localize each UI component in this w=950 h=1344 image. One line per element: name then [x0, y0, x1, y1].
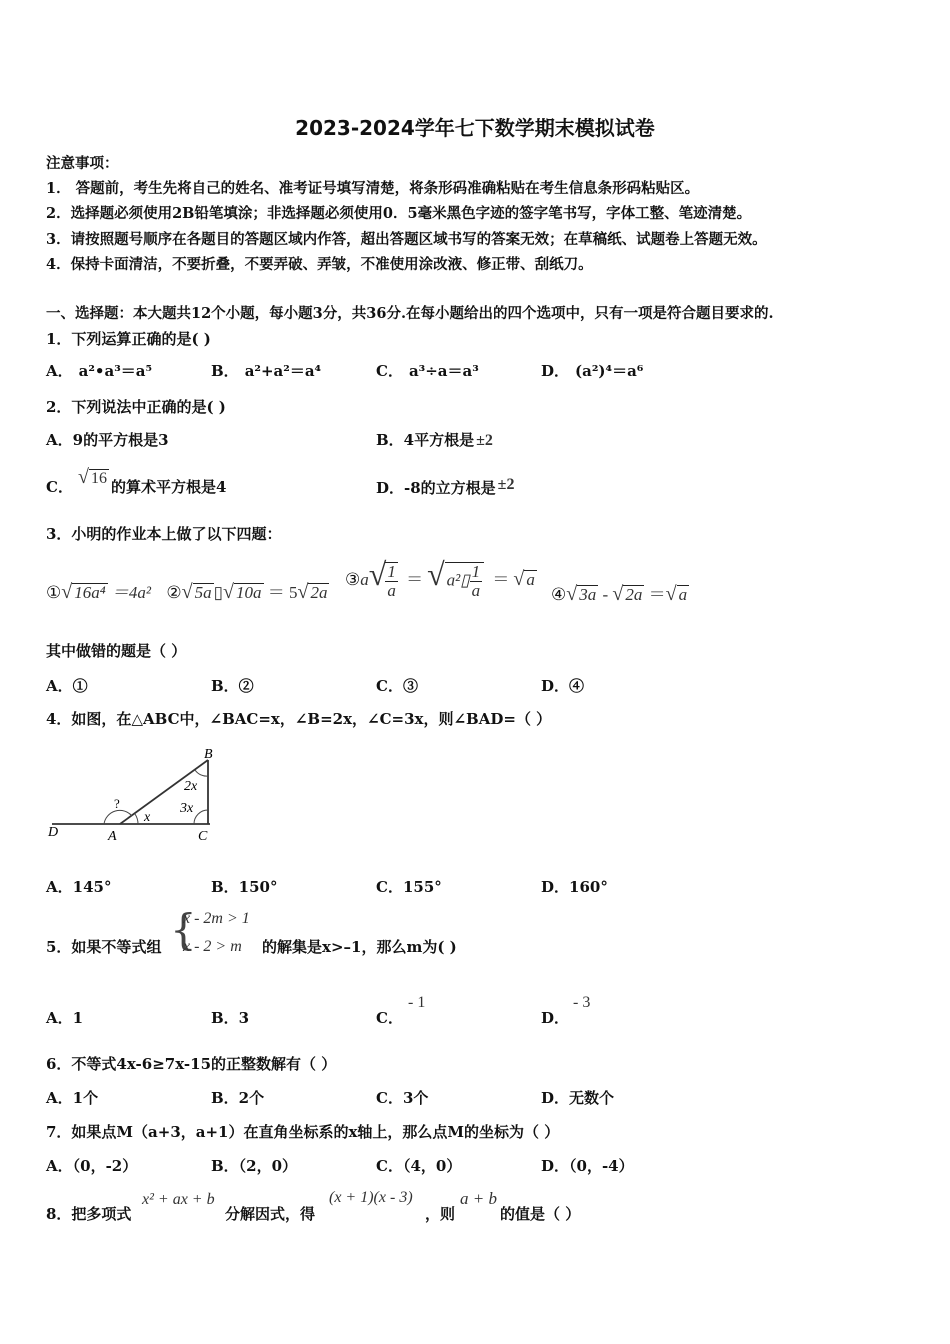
- q8-a-plus-b: a + b: [460, 1189, 497, 1208]
- q5-option-c: C．: [376, 1009, 403, 1027]
- label-a: A: [108, 829, 117, 844]
- q1-option-a: A． a²•a³＝a⁵: [46, 362, 153, 380]
- q4-triangle-figure: [40, 746, 230, 846]
- q3-expression-4: ④√ 3a - √ 2a ＝√ a: [551, 583, 688, 605]
- q4-stem: 4．如图，在△ABC中，∠BAC=x，∠B=2x，∠C=3x，则∠BAD=（ ）: [46, 710, 552, 728]
- q2-option-b: B．4平方根是 ±2: [376, 431, 493, 449]
- notice-item: 2．选择题必须使用2B铅笔填涂；非选择题必须使用0．5毫米黑色字迹的签字笔书写，字体工整、笔迹清楚。: [46, 205, 752, 222]
- label-x: x: [144, 810, 151, 825]
- q3-option-a: A．①: [46, 677, 88, 695]
- label-d: D: [48, 825, 59, 840]
- q8-stem-pre: 8．把多项式: [46, 1205, 132, 1223]
- angle-arc-c: [194, 810, 208, 824]
- q4-option-c: C．155°: [376, 878, 442, 896]
- q3-option-c: C．③: [376, 677, 418, 695]
- q7-option-a: A．（0，-2）: [46, 1157, 138, 1175]
- q8-factorization: (x + 1)(x - 3): [329, 1189, 413, 1206]
- q6-option-b: B．2个: [211, 1089, 265, 1107]
- q4-option-d: D．160°: [541, 878, 608, 896]
- notice-heading: 注意事项：: [46, 155, 119, 172]
- page-title: 2023-2024学年七下数学期末模拟试卷: [295, 116, 655, 140]
- q6-stem: 6．不等式4x-6≥7x-15的正整数解有（ ）: [46, 1055, 337, 1073]
- label-c: C: [198, 829, 208, 844]
- q7-stem: 7．如果点M（a+3，a+1）在直角坐标系的x轴上，那么点M的坐标为（ ）: [46, 1123, 560, 1141]
- angle-arc-a: [135, 814, 138, 824]
- label-2x: 2x: [184, 779, 198, 794]
- q6-option-d: D．无数个: [541, 1089, 615, 1107]
- q5-option-d-value: - 3: [573, 994, 591, 1011]
- q2-option-d: D．-8的立方根是 ±2: [376, 476, 515, 497]
- q4-option-a: A．145°: [46, 878, 112, 896]
- q2-stem: 2．下列说法中正确的是( ): [46, 398, 226, 416]
- q8-stem-post: 的值是（ ）: [500, 1205, 581, 1223]
- label-b: B: [204, 747, 213, 762]
- q2-option-a: A．9的平方根是3: [46, 431, 169, 449]
- q3-expressions: ①√ 16a⁴ ＝4a² ②√ 5a ▯√ 10a ＝ 5√ 2a: [46, 581, 328, 603]
- q5-option-c-value: - 1: [408, 994, 426, 1011]
- q2-option-c-text: 的算术平方根是4: [111, 478, 227, 496]
- q7-option-d: D．（0，-4）: [541, 1157, 634, 1175]
- q8-stem-mid: 分解因式，得: [225, 1205, 316, 1223]
- q3-stem: 3．小明的作业本上做了以下四题：: [46, 525, 282, 543]
- angle-arc-bad: [104, 810, 132, 824]
- q5-brace: {: [170, 905, 197, 954]
- q2-option-c: C．: [46, 478, 73, 496]
- notice-item: 3．请按照题号顺序在各题目的答题区域内作答，超出答题区域书写的答案无效；在草稿纸、试题卷上答题无效。: [46, 231, 767, 248]
- q3-option-b: B．②: [211, 677, 254, 695]
- label-3x: 3x: [180, 801, 194, 816]
- q5-option-a: A．1: [46, 1009, 84, 1027]
- q5-option-d: D．: [541, 1009, 570, 1027]
- notice-item: 4．保持卡面清洁，不要折叠，不要弄破、弄皱，不准使用涂改液、修正带、刮纸刀。: [46, 256, 593, 273]
- q5-inequality-2: x - 2 > m: [183, 938, 242, 955]
- q5-option-b: B．3: [211, 1009, 250, 1027]
- angle-arc-b: [195, 770, 208, 776]
- q1-stem: 1．下列运算正确的是( ): [46, 330, 211, 348]
- q3-expression-3: ③a√ $\frac{1}{a}$ ＝ √ a²▯ $\frac{1}{a}$ ＝ √ a: [345, 556, 535, 601]
- q4-option-b: B．150°: [211, 878, 278, 896]
- q5-stem-pre: 5．如果不等式组: [46, 938, 162, 956]
- q5-inequality-1: x - 2m > 1: [183, 910, 250, 927]
- section-heading: 一、选择题：本大题共12个小题，每小题3分，共36分.在每小题给出的四个选项中，只有一项是符合题目要求的.: [46, 305, 774, 322]
- q3-option-d: D．④: [541, 677, 585, 695]
- q7-option-c: C．（4，0）: [376, 1157, 462, 1175]
- q6-option-c: C．3个: [376, 1089, 429, 1107]
- q1-option-d: D． (a²)⁴＝a⁶: [541, 362, 644, 380]
- q8-stem-mid2: ，则: [425, 1205, 456, 1223]
- q3-label-1: ①: [46, 583, 62, 603]
- q3-label-2: ②: [166, 583, 182, 603]
- q3-question: 其中做错的题是（ ）: [46, 642, 187, 660]
- label-question: ?: [114, 796, 120, 811]
- q1-option-c: C． a³÷a＝a³: [376, 362, 479, 380]
- q8-polynomial: x² + ax + b: [142, 1191, 215, 1208]
- notice-item: 1． 答题前，考生先将自己的姓名、准考证号填写清楚，将条形码准确粘贴在考生信息条形码粘贴区。: [46, 180, 700, 197]
- q2-sqrt-16: √ 16: [78, 466, 107, 488]
- q1-option-b: B． a²+a²＝a⁴: [211, 362, 322, 380]
- q7-option-b: B．（2，0）: [211, 1157, 298, 1175]
- q5-stem-post: 的解集是x>–1，那么m为( ): [262, 938, 457, 956]
- q6-option-a: A．1个: [46, 1089, 99, 1107]
